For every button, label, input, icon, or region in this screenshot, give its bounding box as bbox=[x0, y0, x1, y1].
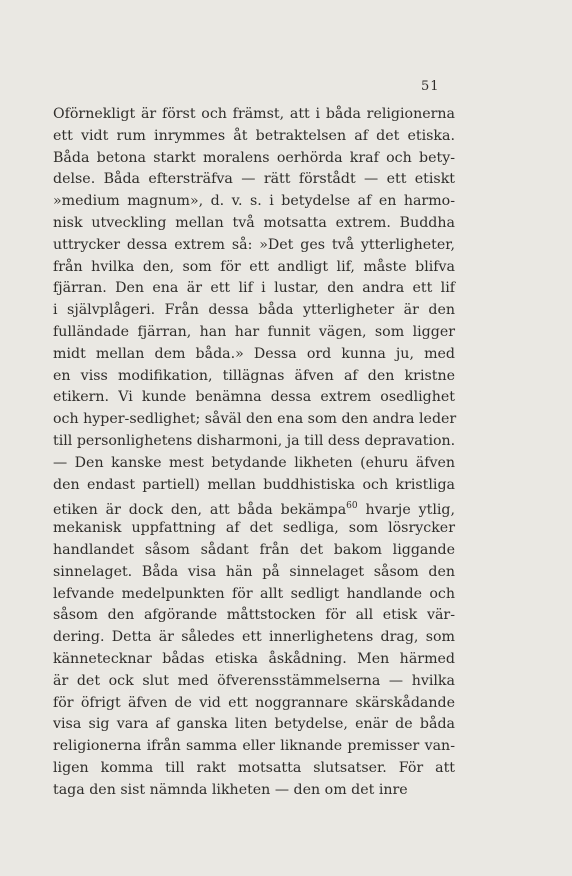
text-line: Båda betona starkt moralens oerhörda kraf och bety- bbox=[53, 149, 455, 166]
text-line: ligen komma till rakt motsatta slutsatser. För att bbox=[53, 759, 455, 776]
text-line: uttrycker dessa extrem så: »Det ges två ytterligheter, bbox=[53, 236, 455, 253]
text-line: sinnelaget. Båda visa hän på sinnelaget såsom den bbox=[53, 563, 455, 580]
text-line: för öfrigt äfven de vid ett noggrannare skärskådande bbox=[53, 694, 455, 711]
text-line: i självplågeri. Från dessa båda ytterligheter är den bbox=[53, 302, 455, 319]
text-line: såsom den afgörande måttstocken för all etisk vär- bbox=[53, 607, 455, 624]
text-line: visa sig vara af ganska liten betydelse, enär de båda bbox=[53, 716, 455, 733]
footnote-marker: 60 bbox=[346, 501, 358, 512]
text-line: och hyper-sedlighet; såväl den ena som den andra leder bbox=[53, 411, 457, 428]
text-line: mekanisk uppfattning af det sedliga, som lösrycker bbox=[53, 520, 455, 537]
text-line: nisk utveckling mellan två motsatta extrem. Buddha bbox=[53, 214, 455, 231]
text-line: »medium magnum», d. v. s. i betydelse af en harmo- bbox=[53, 193, 455, 210]
text-line-with-footnote bbox=[53, 496, 455, 518]
text-line: dering. Detta är således ett innerlighetens drag, som bbox=[53, 629, 455, 646]
text-line: den endast partiell) mellan buddhistiska och kristliga bbox=[53, 476, 455, 493]
text-line: kännetecknar bådas etiska åskådning. Men härmed bbox=[53, 650, 455, 667]
text-line: Oförnekligt är först och främst, att i båda religionerna bbox=[53, 106, 455, 122]
text-line: etikern. Vi kunde benämna dessa extrem osedlighet bbox=[53, 389, 455, 406]
text-line: ett vidt rum inrymmes åt betraktelsen af det etiska. bbox=[53, 127, 455, 144]
text-line: midt mellan dem båda.» Dessa ord kunna ju, med bbox=[53, 345, 455, 362]
text-line-end: hvarje ytlig, bbox=[357, 502, 455, 519]
text-line: från hvilka den, som för ett andligt lif, måste blifva bbox=[53, 258, 455, 275]
text-line: lefvande medelpunkten för allt sedligt handlande och bbox=[53, 585, 455, 602]
text-line: handlandet såsom sådant från det bakom liggande bbox=[53, 541, 455, 558]
page-number: 51 bbox=[421, 79, 440, 94]
text-line: är det ock slut med öfverensstämmelserna — hvilka bbox=[53, 672, 455, 689]
text-line-start: etiken är dock den, att båda bekämpa bbox=[53, 502, 347, 519]
text-line: — Den kanske mest betydande likheten (ehuru äfven bbox=[53, 454, 455, 471]
text-line: fulländade fjärran, han har funnit vägen, som ligger bbox=[53, 323, 455, 340]
text-line: en viss modifikation, tillägnas äfven af den kristne bbox=[53, 367, 455, 384]
text-line: religionerna ifrån samma eller liknande premisser van- bbox=[53, 738, 455, 755]
body-text bbox=[53, 104, 455, 802]
text-line: fjärran. Den ena är ett lif i lustar, den andra ett lif bbox=[53, 280, 455, 297]
text-line: delse. Båda eftersträfva — rätt förstådt — ett etiskt bbox=[53, 171, 455, 188]
text-line: till personlighetens disharmoni, ja till dess depravation. bbox=[53, 432, 456, 449]
text-line: taga den sist nämnda likheten — den om det inre bbox=[53, 781, 408, 798]
